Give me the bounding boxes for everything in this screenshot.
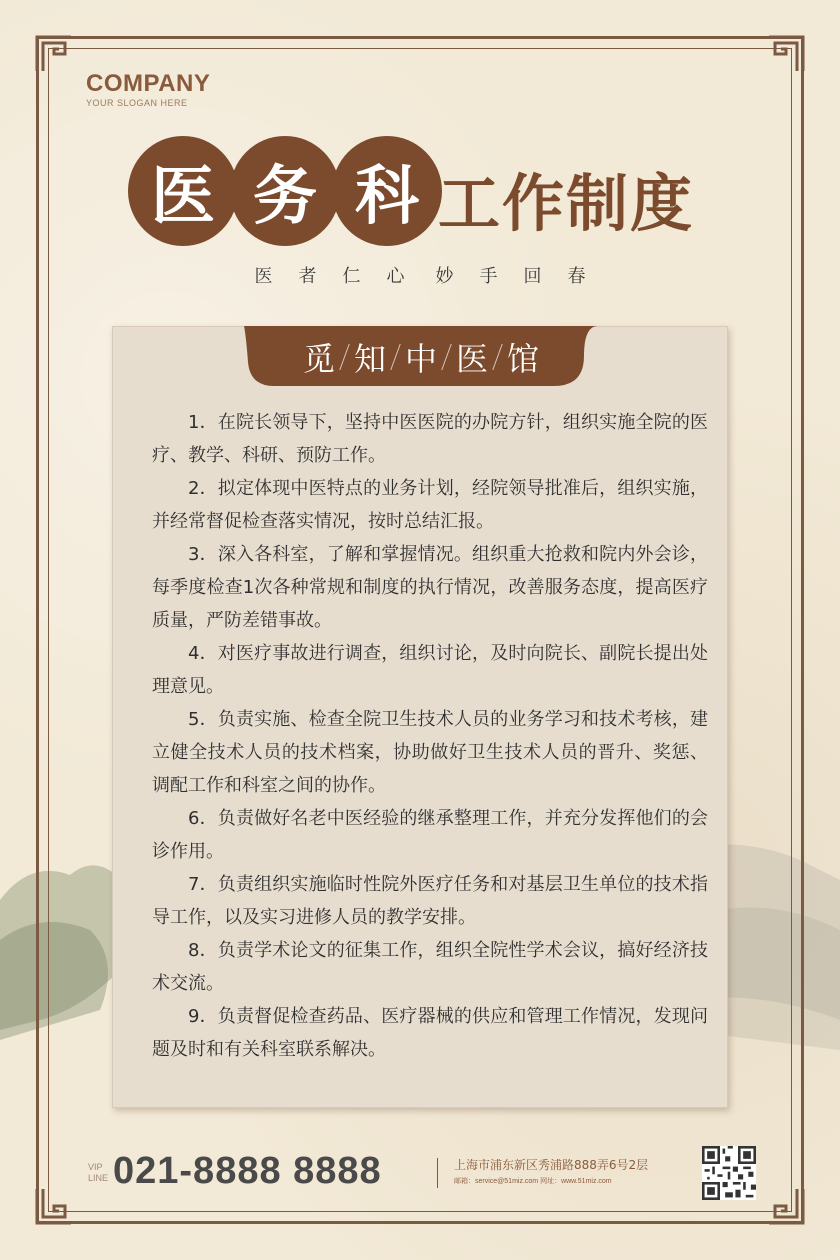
title-circle-char: 医 <box>128 136 238 246</box>
footer <box>0 1146 840 1206</box>
motto-char: 回 <box>523 266 542 287</box>
motto-char: 手 <box>479 266 498 287</box>
vip-line-label <box>88 1162 108 1184</box>
qr-code-icon <box>702 1146 756 1200</box>
fret-corner-icon <box>766 34 806 74</box>
card-tab <box>244 326 598 386</box>
rule-item: 7．负责组织实施临时性院外医疗任务和对基层卫生单位的技术指导工作，以及实习进修人员的教学安排。 <box>152 874 708 928</box>
motto-char: 仁 <box>342 266 361 287</box>
tab-char: 知 <box>353 340 386 378</box>
rule-item: 3．深入各科室，了解和掌握情况。组织重大抢救和院内外会诊，每季度检查1次各种常规和制度的执行情况，改善服务态度，提高医疗质量，严防差错事故。 <box>152 544 708 631</box>
title-circle-char: 务 <box>230 136 340 246</box>
contact-info: 邮箱：service@51miz.com 网址：www.51miz.com <box>454 1178 612 1185</box>
phone-number: 021-8888 8888 <box>113 1150 382 1192</box>
title-circle-char: 科 <box>332 136 442 246</box>
company-name: COMPANY <box>86 70 211 97</box>
rule-item: 5．负责实施、检查全院卫生技术人员的业务学习和技术考核，建立健全技术人员的技术档案，协助做好卫生技术人员的晋升、奖惩、调配工作和科室之间的协作。 <box>152 709 708 796</box>
vip-label: VIP <box>88 1162 103 1172</box>
motto-char: 妙 <box>435 266 454 287</box>
footer-divider <box>437 1158 438 1188</box>
motto-char: 心 <box>386 266 405 287</box>
motto-char: 春 <box>567 266 586 287</box>
motto-char: 者 <box>298 266 317 287</box>
address: 上海市浦东新区秀浦路888弄6号2层 <box>454 1158 649 1172</box>
line-label: LINE <box>88 1173 109 1183</box>
rule-item: 8．负责学术论文的征集工作，组织全院性学术会议，搞好经济技术交流。 <box>152 940 708 994</box>
rule-item: 4．对医疗事故进行调查，组织讨论，及时向院长、副院长提出处理意见。 <box>152 643 708 697</box>
rule-item: 2．拟定体现中医特点的业务计划，经院领导批准后，组织实施，并经常督促检查落实情况，按时总结汇报。 <box>152 478 708 532</box>
fret-corner-icon <box>34 34 74 74</box>
rule-item: 1．在院长领导下，坚持中医医院的办院方针，组织实施全院的医疗、教学、科研、预防工作。 <box>152 412 708 466</box>
title-text: 工作制度 <box>438 167 695 240</box>
motto <box>0 262 840 288</box>
tab-char: 中 <box>404 340 437 378</box>
tab-char: 医 <box>456 340 489 378</box>
rule-item: 9．负责督促检查药品、医疗器械的供应和管理工作情况，发现问题及时和有关科室联系解决。 <box>152 1006 708 1060</box>
rule-item: 6．负责做好名老中医经验的继承整理工作，并充分发挥他们的会诊作用。 <box>152 808 708 862</box>
rules-list <box>152 406 708 1066</box>
motto-char: 医 <box>254 266 273 287</box>
poster-title <box>128 136 728 246</box>
company-slogan: YOUR SLOGAN HERE <box>86 98 188 108</box>
tab-char: 馆 <box>507 340 540 378</box>
tab-char: 觅 <box>302 340 335 378</box>
card-tab-title <box>244 332 598 382</box>
